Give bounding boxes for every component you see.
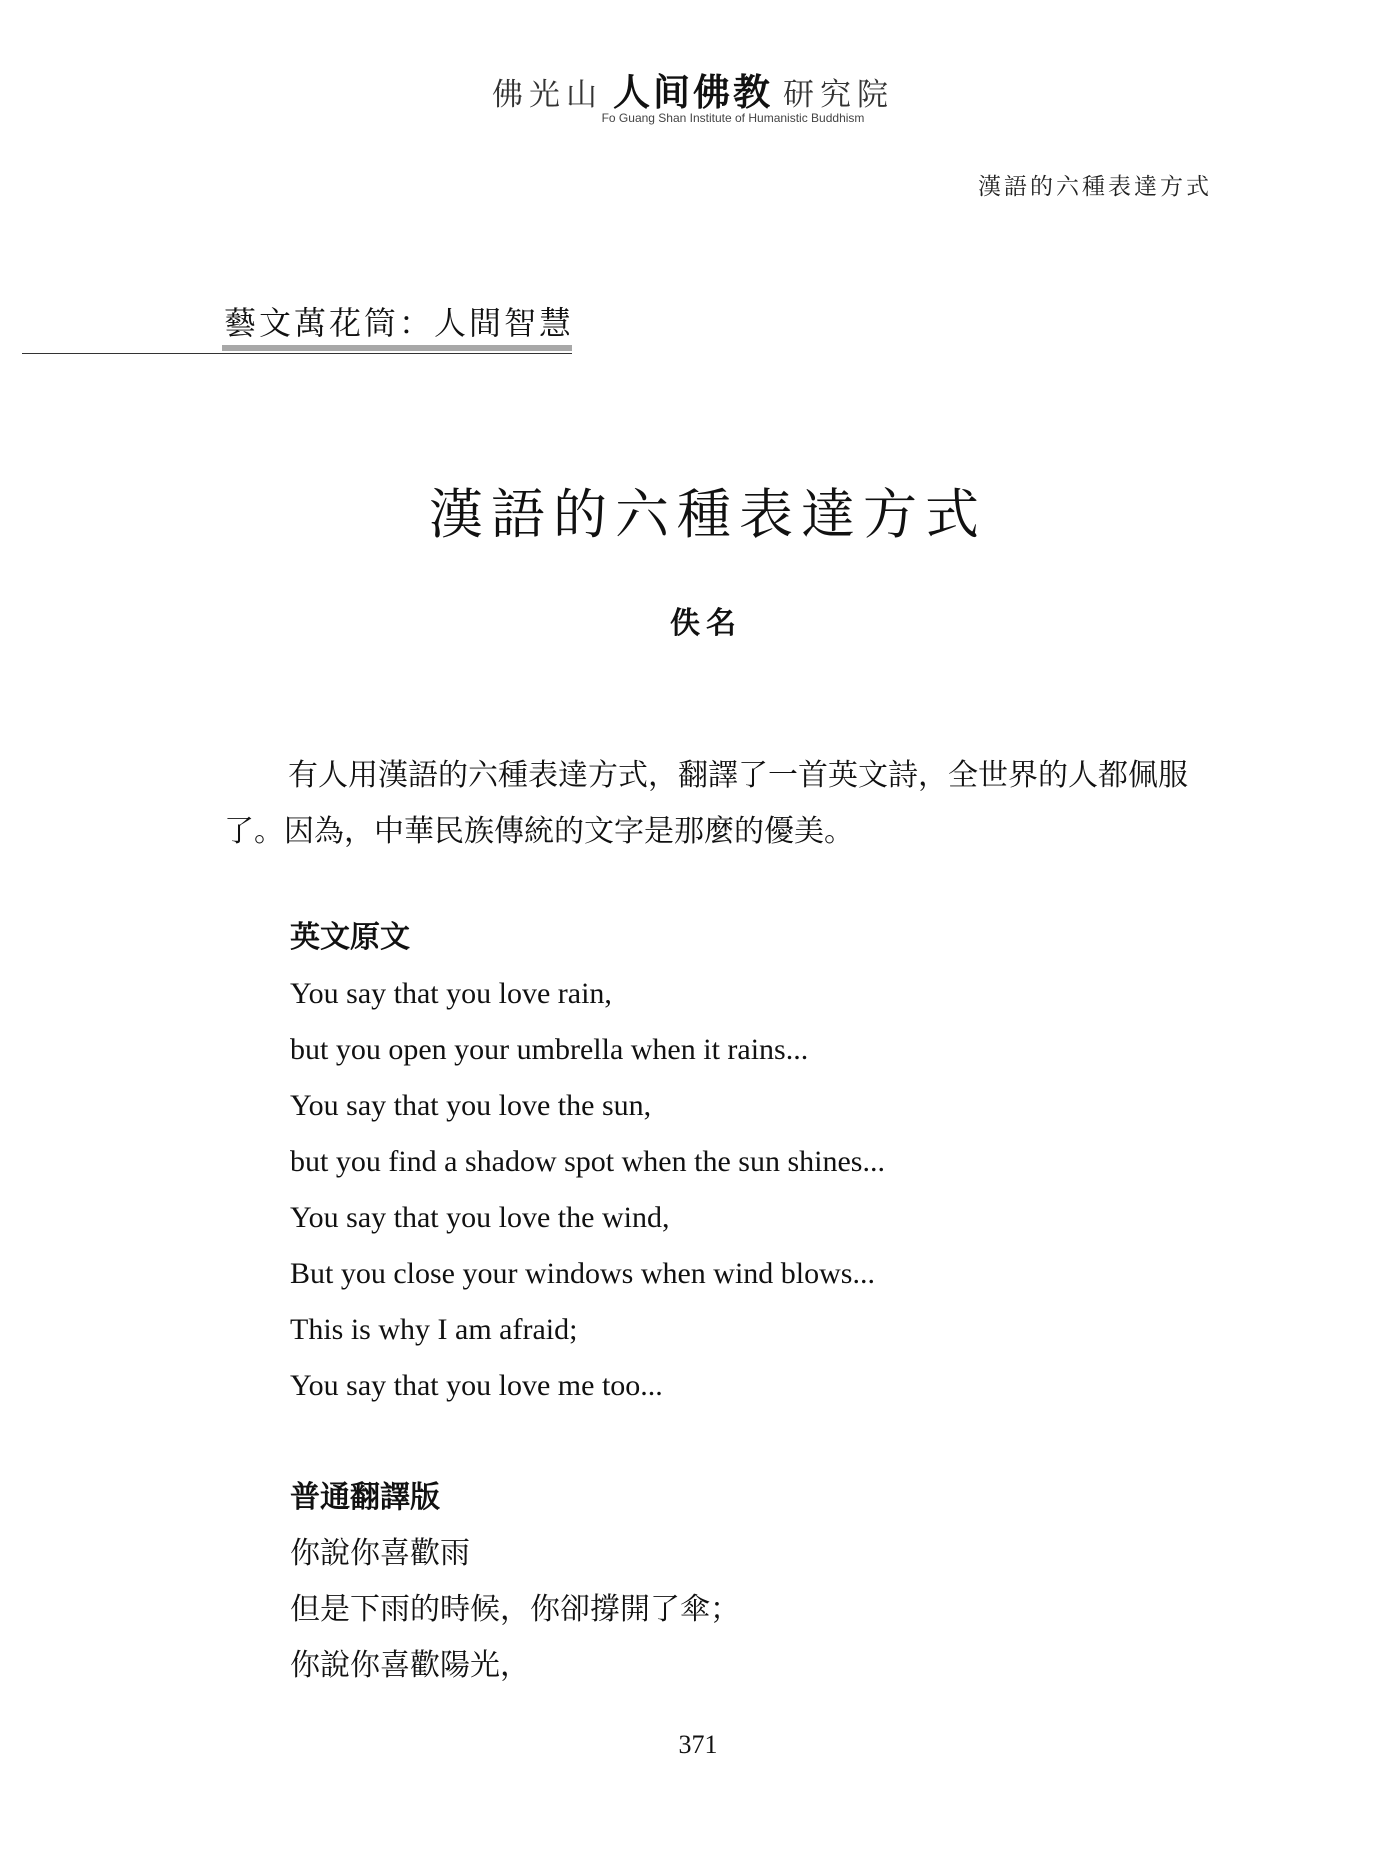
translation-line: 但是下雨的時候，你卻撐開了傘； [290, 1593, 740, 1626]
poem-line: But you close your windows when wind blows... [290, 1257, 875, 1290]
poem-line: but you find a shadow spot when the sun shines... [290, 1145, 885, 1178]
poem-line: You say that you love the wind, [290, 1201, 670, 1234]
section-title: 藝文萬花筒：人間智慧 [224, 304, 575, 342]
poem-line: This is why I am afraid; [290, 1313, 578, 1346]
article-author: 佚名 [670, 606, 742, 641]
poem-line: You say that you love me too... [290, 1369, 663, 1402]
common-translation-heading: 普通翻譯版 [290, 1481, 440, 1514]
english-original-heading: 英文原文 [290, 921, 410, 954]
translation-line: 你說你喜歡陽光， [290, 1649, 530, 1682]
common-translation-block [290, 1470, 1190, 1694]
logo-prefix: 佛光山 [492, 77, 603, 113]
institute-logo [0, 62, 1386, 116]
logo-subtitle: Fo Guang Shan Institute of Humanistic Buddhism [601, 111, 865, 125]
english-original-block [290, 910, 1190, 1414]
logo-suffix: 研究院 [783, 77, 894, 113]
article-title: 漢語的六種表達方式 [429, 483, 987, 546]
poem-line: You say that you love rain, [290, 977, 612, 1010]
translation-line: 你說你喜歡雨 [290, 1537, 470, 1570]
section-rule [22, 353, 572, 354]
poem-line: You say that you love the sun, [290, 1089, 652, 1122]
running-header: 漢語的六種表達方式 [978, 174, 1212, 200]
poem-line: but you open your umbrella when it rains... [290, 1033, 809, 1066]
section-underline [222, 345, 572, 351]
page-number: 371 [678, 1730, 718, 1759]
logo-brand: 人间佛教 [613, 71, 773, 114]
intro-paragraph: 有人用漢語的六種表達方式，翻譯了一首英文詩，全世界的人都佩服了。因為，中華民族傳統的文字是那麼的優美。 [224, 759, 1188, 848]
